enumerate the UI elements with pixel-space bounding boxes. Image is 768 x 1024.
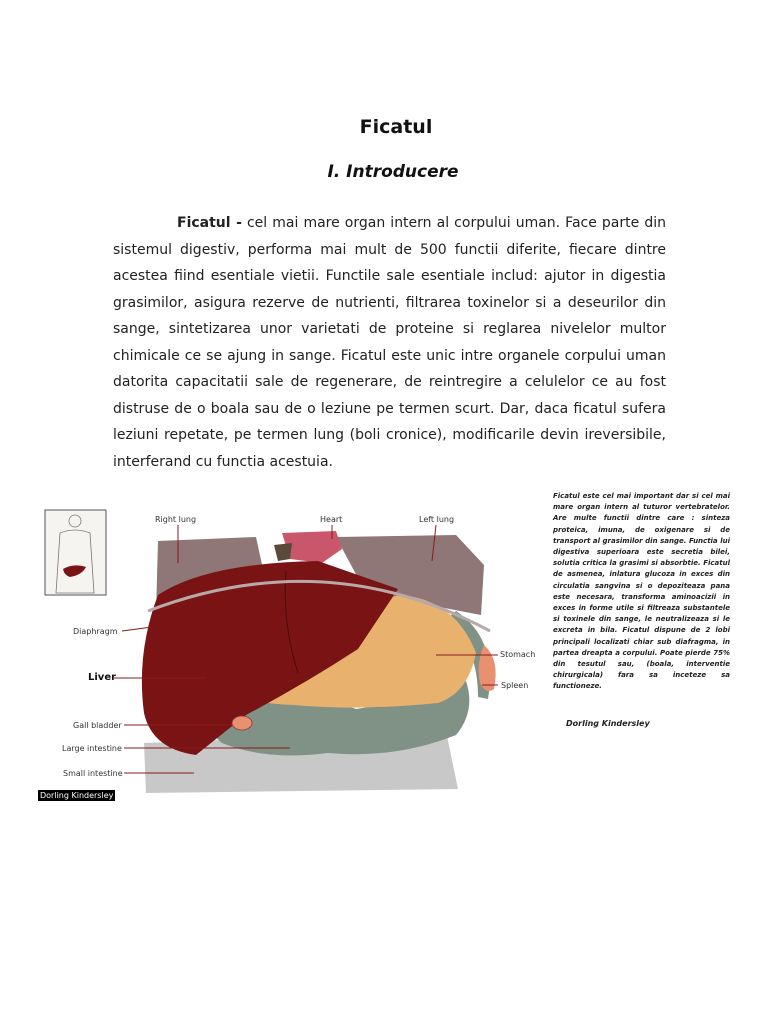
label-stomach: Stomach [500, 650, 536, 659]
label-small-intestine: Small intestine [63, 769, 123, 778]
label-liver: Liver [88, 672, 117, 683]
liver-anatomy-figure [36, 503, 536, 803]
intro-body: cel mai mare organ intern al corpului uman. Face parte din sistemul digestiv, performa mai mult de 500 functii diferite, fiecare dintre acestea fiind esentiale vietii. Functile sale esentiale includ: ajutor in digestia grasimilor, asigura rezerve de nutrienti, filtrarea toxinelor si a deseurilor din sange, sintetizarea unor varietati de proteine si reglarea nivelelor multor chimicale ce se ajung in sange. Ficatul este unic intre organele corpului uman datorita capacitatii sale de regenerare, de reintregire a celulelor ce au fost distruse de o boala sau de o leziune pe termen scurt. Dar, daca ficatul sufera leziuni repetate, pe termen lung (boli cronice), modificarile devin ireversibile, interferand cu functia acestuia. [113, 215, 666, 470]
label-left-lung: Left lung [419, 515, 455, 524]
document-title: Ficatul [359, 116, 433, 138]
sidebar-caption: Ficatul este cel mai important dar si cel mai mare organ intern al tuturor vertebratelor. Are multe functii dintre care : sinteza proteica, imuna, de oxigenare si de transport al grasimilor din sange. Functia lui digestiva superioara este secretia bilei, solutia critica la grasimi si absorbtie. Ficatul de asmenea, inlatura glucoza in exces din circulatia sangvina si o depoziteaza pana este necesara, transforma aminoacizii in exces in forme utile si filtreaza substantele si toxinele din sange, le neutralizeaza si le excreta in bila. Ficatul dispune de 2 lobi principali localizati chiar sub diafragma, in partea dreapta a corpului. Poate pierde 75% din tesutul sau, (boala, interventie chirurgicala) fara sa inceteze sa functioneze. [553, 492, 730, 691]
organ-illustration [142, 531, 496, 793]
label-heart: Heart [320, 515, 343, 524]
sidebar-credit: Dorling Kindersley [566, 719, 650, 728]
label-right-lung: Right lung [155, 515, 197, 524]
gall-bladder [232, 716, 252, 730]
label-gall-bladder: Gall bladder [73, 721, 122, 730]
label-large-intestine: Large intestine [62, 744, 122, 753]
figure-credit-badge: Dorling Kindersley [40, 791, 114, 800]
label-diaphragm: Diaphragm [73, 627, 118, 636]
body-inset-thumbnail [45, 510, 106, 595]
intro-paragraph [113, 210, 666, 475]
label-spleen: Spleen [501, 681, 529, 690]
intro-lead: Ficatul - [177, 215, 242, 231]
section-heading: I. Introducere [327, 162, 459, 182]
